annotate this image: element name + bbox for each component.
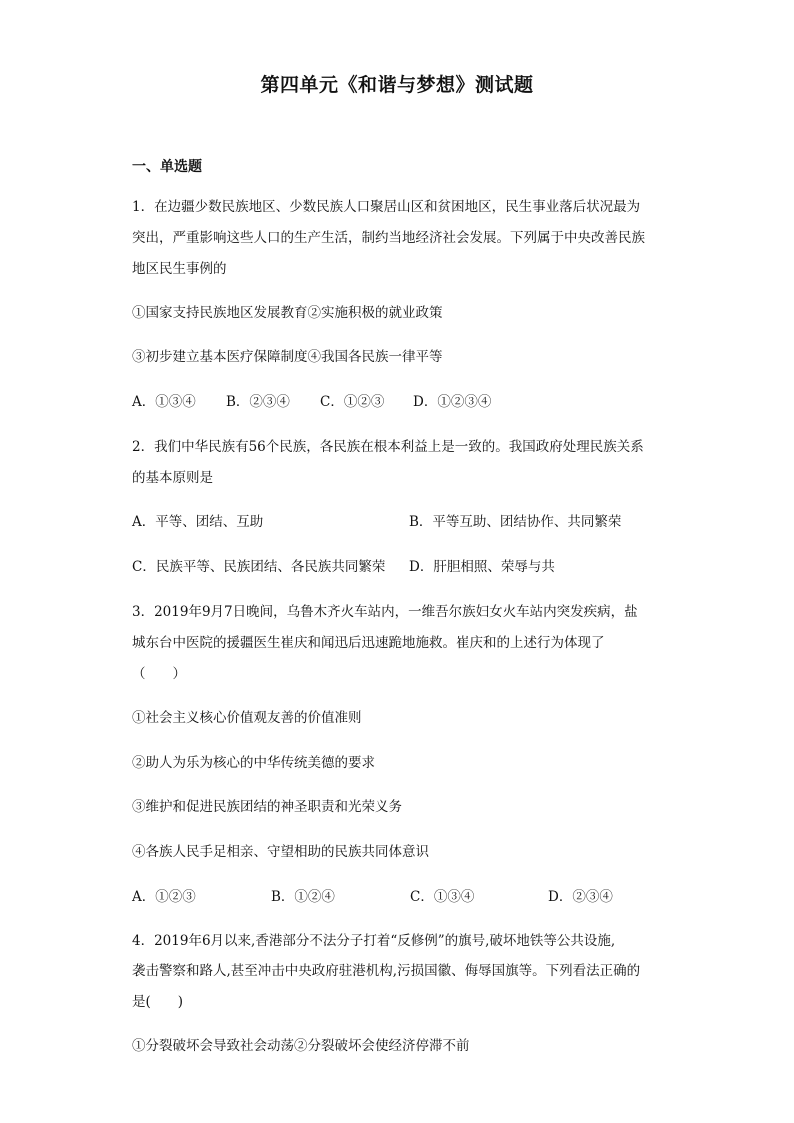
q1-stem-line-2: 突出，严重影响这些人口的生产生活，制约当地经济社会发展。下列属于中央改善民族 [132,230,645,246]
q1-statement-1: ①国家支持民族地区发展教育②实施积极的就业政策 [132,305,443,321]
q1-stem-line-3: 地区民生事例的 [132,261,227,277]
q4-stem-line-2: 袭击警察和路人,甚至冲击中央政府驻港机构,污损国徽、侮辱国旗等。下列看法正确的 [132,963,641,979]
page-title: 第四单元《和谐与梦想》测试题 [260,74,534,96]
q3-option-a: A．①②③ [132,889,196,905]
section-heading: 一、单选题 [132,159,202,175]
q2-option-a: A．平等、团结、互助 [132,514,264,530]
q3-option-b: B．①②④ [271,889,335,905]
q3-statement-3: ③维护和促进民族团结的神圣职责和光荣义务 [132,799,402,815]
q3-option-c: C．①③④ [410,889,475,905]
q1-option-c: C．①②③ [320,394,385,410]
q2-option-d: D．肝胆相照、荣辱与共 [409,559,555,575]
q3-option-d: D．②③④ [548,889,613,905]
q2-stem-line-2: 的基本原则是 [132,470,213,486]
q4-stem-line-3: 是( ) [132,994,184,1010]
q3-stem-line-3: （ ） [132,666,186,682]
q1-option-b: B．②③④ [226,394,290,410]
q1-statement-2: ③初步建立基本医疗保障制度④我国各民族一律平等 [132,349,443,365]
q4-stem-line-1: 4．2019年6月以来,香港部分不法分子打着“反修例”的旗号,破坏地铁等公共设施, [132,933,616,949]
q2-stem-line-1: 2．我们中华民族有56个民族，各民族在根本利益上是一致的。我国政府处理民族关系 [132,439,644,455]
q4-statement-1: ①分裂破坏会导致社会动荡②分裂破坏会使经济停滞不前 [132,1038,470,1054]
q3-stem-line-2: 城东台中医院的援疆医生崔庆和闻迅后迅速跪地施救。崔庆和的上述行为体现了 [132,635,605,651]
q3-statement-1: ①社会主义核心价值观友善的价值准则 [132,710,362,726]
q2-option-c: C．民族平等、民族团结、各民族共同繁荣 [132,559,386,575]
q1-option-a: A．①③④ [132,394,196,410]
q1-option-d: D．①②③④ [413,394,492,410]
q2-option-b: B．平等互助、团结协作、共同繁荣 [409,514,622,530]
q3-statement-2: ②助人为乐为核心的中华传统美德的要求 [132,755,375,771]
q1-stem-line-1: 1．在边疆少数民族地区、少数民族人口聚居山区和贫困地区，民生事业落后状况最为 [132,199,641,215]
q3-statement-4: ④各族人民手足相亲、守望相助的民族共同体意识 [132,844,429,860]
q3-stem-line-1: 3．2019年9月7日晚间，乌鲁木齐火车站内，一维吾尔族妇女火车站内突发疾病，盐 [132,604,638,620]
